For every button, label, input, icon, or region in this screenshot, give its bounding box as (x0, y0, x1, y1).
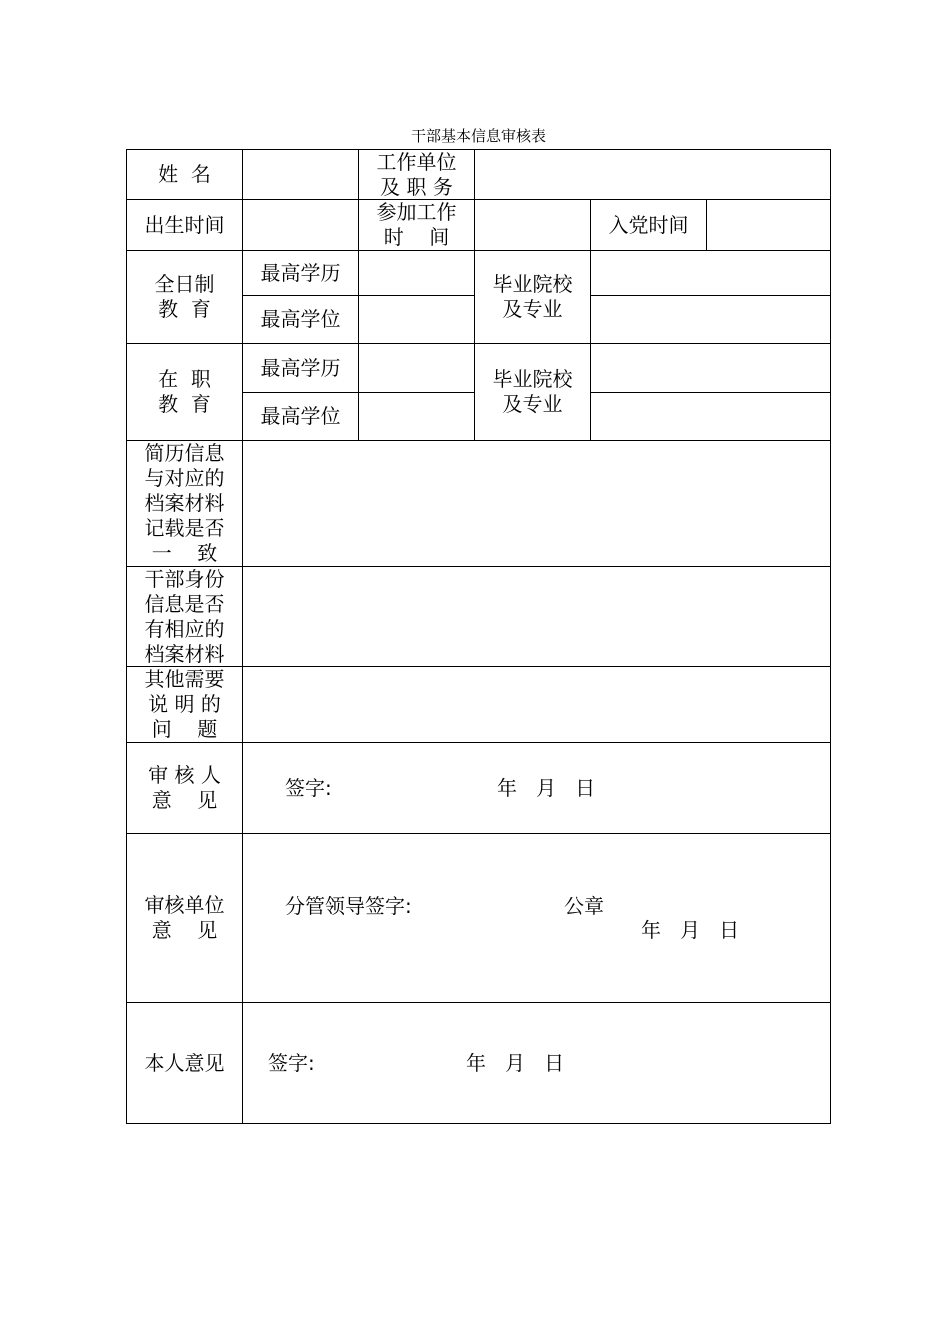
fulltime-edu-label-text: 全日制 教 育 (154, 272, 215, 321)
self-opinion-label (127, 1003, 242, 1123)
inservice-school-label-text: 毕业院校 及专业 (492, 367, 573, 416)
form-title: 干部基本信息审核表 (410, 127, 546, 145)
identity-check-label-text: 干部身份 信息是否 有相应的 档案材料 (144, 566, 225, 666)
inservice-edu-label-text: 在 职 教 育 (158, 367, 211, 416)
fulltime-school-label-text: 毕业院校 及专业 (492, 272, 573, 321)
fulltime-title-field[interactable] (359, 296, 474, 343)
unit-seal-label: 公章 (564, 894, 604, 918)
reviewer-sign-label: 签字: (285, 776, 332, 800)
unit-sign-label: 分管领导签字: (285, 894, 412, 918)
self-date-label: 年 月 日 (466, 1051, 565, 1075)
fulltime-school-label (475, 251, 590, 343)
inservice-school-field-2[interactable] (591, 393, 830, 440)
birth-date-field[interactable] (243, 200, 358, 250)
party-date-label-text: 入党时间 (608, 212, 689, 237)
resume-check-label-text: 简历信息 与对应的 档案材料 记载是否 一 致 (144, 441, 225, 565)
birth-date-label-text: 出生时间 (144, 212, 225, 237)
reviewer-opinion-label-text: 审 核 人 意 见 (148, 763, 221, 812)
work-unit-field[interactable] (475, 150, 830, 199)
inservice-school-field-1[interactable] (591, 344, 830, 392)
work-start-field[interactable] (475, 200, 590, 250)
inservice-title-label-text: 最高学位 (260, 404, 341, 428)
unit-opinion-label (127, 834, 242, 1002)
grid-line (830, 149, 831, 1124)
reviewer-opinion-label (127, 743, 242, 833)
inservice-title-label (243, 393, 358, 440)
inservice-edu-label (127, 344, 242, 440)
fulltime-school-field-1[interactable] (591, 251, 830, 295)
party-date-field[interactable] (707, 200, 830, 250)
self-opinion-label-text: 本人意见 (144, 1050, 225, 1075)
unit-date-label: 年 月 日 (641, 918, 740, 942)
other-issues-field[interactable] (243, 667, 830, 742)
birth-date-label (127, 200, 242, 250)
name-label-text: 姓 名 (158, 162, 211, 186)
resume-check-field[interactable] (243, 441, 830, 566)
fulltime-title-label (243, 296, 358, 343)
reviewer-date-label: 年 月 日 (497, 776, 596, 800)
name-label (127, 150, 242, 199)
inservice-school-label (475, 344, 590, 440)
fulltime-degree-field[interactable] (359, 251, 474, 295)
grid-line (126, 1123, 831, 1124)
inservice-degree-label-text: 最高学历 (260, 355, 341, 380)
resume-check-label (127, 441, 242, 566)
self-sign-label: 签字: (268, 1051, 315, 1075)
identity-check-field[interactable] (243, 567, 830, 666)
identity-check-label (127, 567, 242, 666)
party-date-label (591, 200, 706, 250)
inservice-degree-label (243, 344, 358, 392)
unit-opinion-label-text: 审核单位 意 见 (144, 893, 225, 942)
inservice-title-field[interactable] (359, 393, 474, 440)
name-field[interactable] (243, 150, 358, 199)
fulltime-degree-label-text: 最高学历 (260, 260, 341, 285)
work-unit-label (359, 150, 474, 199)
inservice-degree-field[interactable] (359, 344, 474, 392)
work-start-label-text: 参加工作 时 间 (376, 200, 457, 249)
work-unit-label-text: 工作单位 及 职 务 (376, 149, 457, 199)
fulltime-degree-label (243, 251, 358, 295)
fulltime-school-field-2[interactable] (591, 296, 830, 343)
fulltime-title-label-text: 最高学位 (260, 307, 341, 331)
fulltime-edu-label (127, 251, 242, 343)
other-issues-label (127, 667, 242, 742)
work-start-label (359, 200, 474, 250)
other-issues-label-text: 其他需要 说 明 的 问 题 (144, 667, 225, 741)
